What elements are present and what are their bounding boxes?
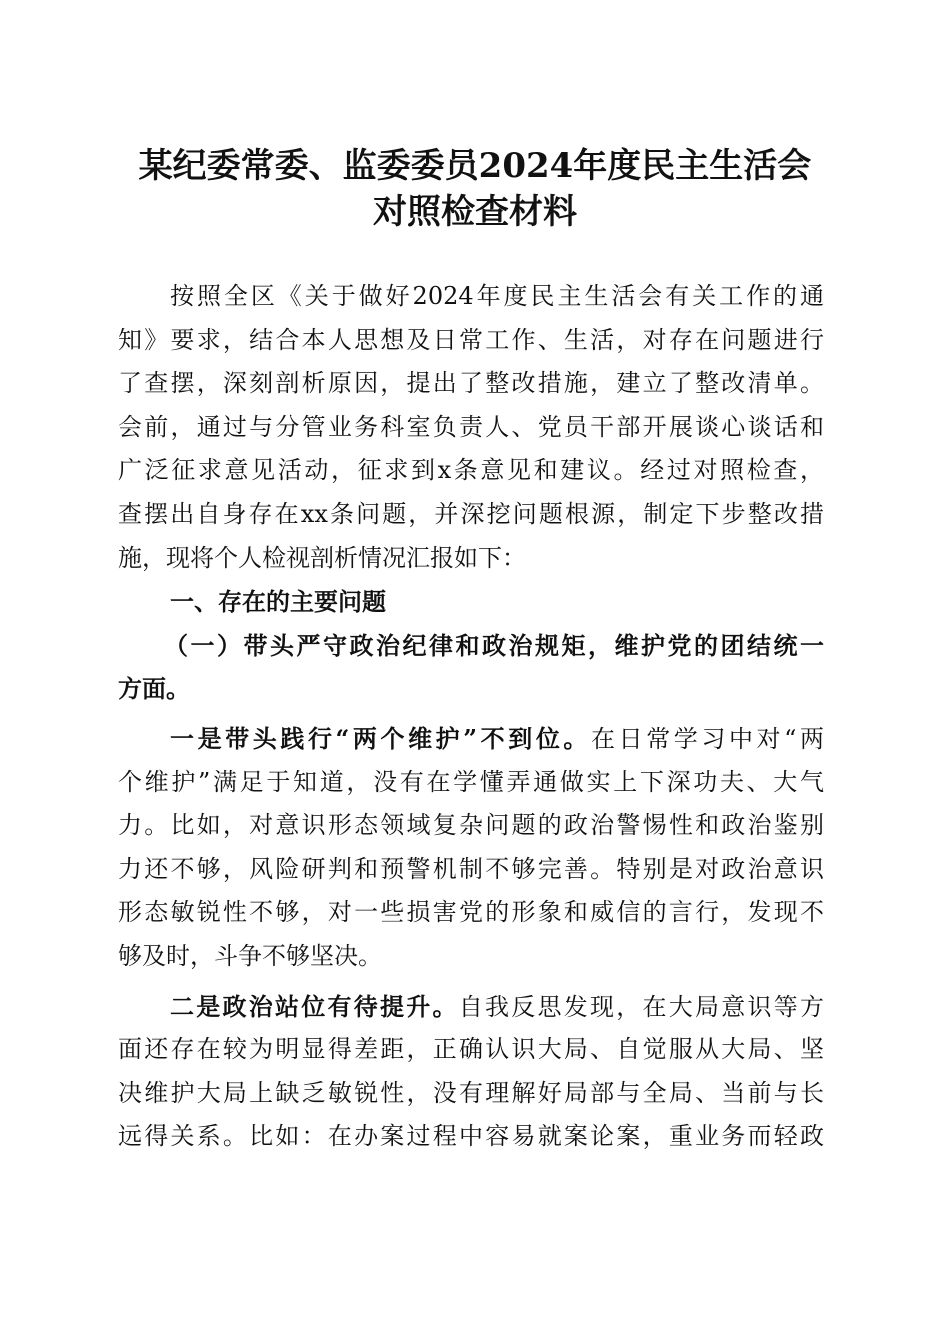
text-line: 形态敏锐性不够，对一些损害党的形象和威信的言行，发现不: [118, 898, 824, 927]
text-line: 会前，通过与分管业务科室负责人、党员干部开展谈心谈话和: [118, 412, 824, 441]
text-line: 广泛征求意见活动，征求到x条意见和建议。经过对照检查，: [118, 456, 824, 485]
point-text: 在日常学习中对“两: [591, 724, 824, 753]
document-title-line-1: 某纪委常委、监委委员2024年度民主生活会: [138, 146, 812, 186]
text-line: 施，现将个人检视剖析情况汇报如下：: [118, 543, 526, 572]
text-line: 按照全区《关于做好2024年度民主生活会有关工作的通: [170, 282, 824, 310]
text-line: （一）带头严守政治纪律和政治规矩，维护党的团结统一: [164, 630, 824, 660]
text-line: 了查摆，深刻剖析原因，提出了整改措施，建立了整改清单。: [118, 369, 824, 398]
text-line: 决维护大局上缺乏敏锐性，没有理解好局部与全局、当前与长: [118, 1078, 824, 1107]
text-line: 够及时，斗争不够坚决。: [118, 941, 382, 970]
text-line: 知》要求，结合本人思想及日常工作、生活，对存在问题进行: [118, 325, 824, 354]
point-text: 自我反思发现，在大局意识等方: [458, 992, 824, 1021]
text-line: 远得关系。比如：在办案过程中容易就案论案，重业务而轻政: [118, 1122, 824, 1151]
text-line: 查摆出自身存在xx条问题，并深挖问题根源，制定下步整改措: [118, 499, 824, 528]
document-body: [118, 275, 824, 1159]
text-line: 力还不够，风险研判和预警机制不够完善。特别是对政治意识: [118, 854, 824, 883]
point-2-paragraph: [118, 985, 824, 1159]
text-line: 方面。: [118, 674, 190, 704]
point-lead: 一是带头践行“两个维护”不到位。: [170, 723, 592, 753]
section-heading: 一、存在的主要问题: [170, 587, 386, 617]
point-1-paragraph: [118, 717, 824, 979]
text-line: 面还存在较为明显得差距，正确认识大局、自觉服从大局、坚: [118, 1035, 824, 1064]
text-line: 力。比如，对意识形态领域复杂问题的政治警惕性和政治鉴别: [118, 811, 824, 840]
text-line: [118, 717, 824, 761]
text-line: [118, 985, 824, 1029]
document-title-line-2: 对照检查材料: [373, 192, 577, 232]
point-lead: 二是政治站位有待提升。: [170, 991, 459, 1021]
intro-paragraph: [118, 275, 824, 580]
text-line: 个维护”满足于知道，没有在学懂弄通做实上下深功夫、大气: [118, 767, 824, 796]
subsection-heading: [118, 624, 824, 711]
